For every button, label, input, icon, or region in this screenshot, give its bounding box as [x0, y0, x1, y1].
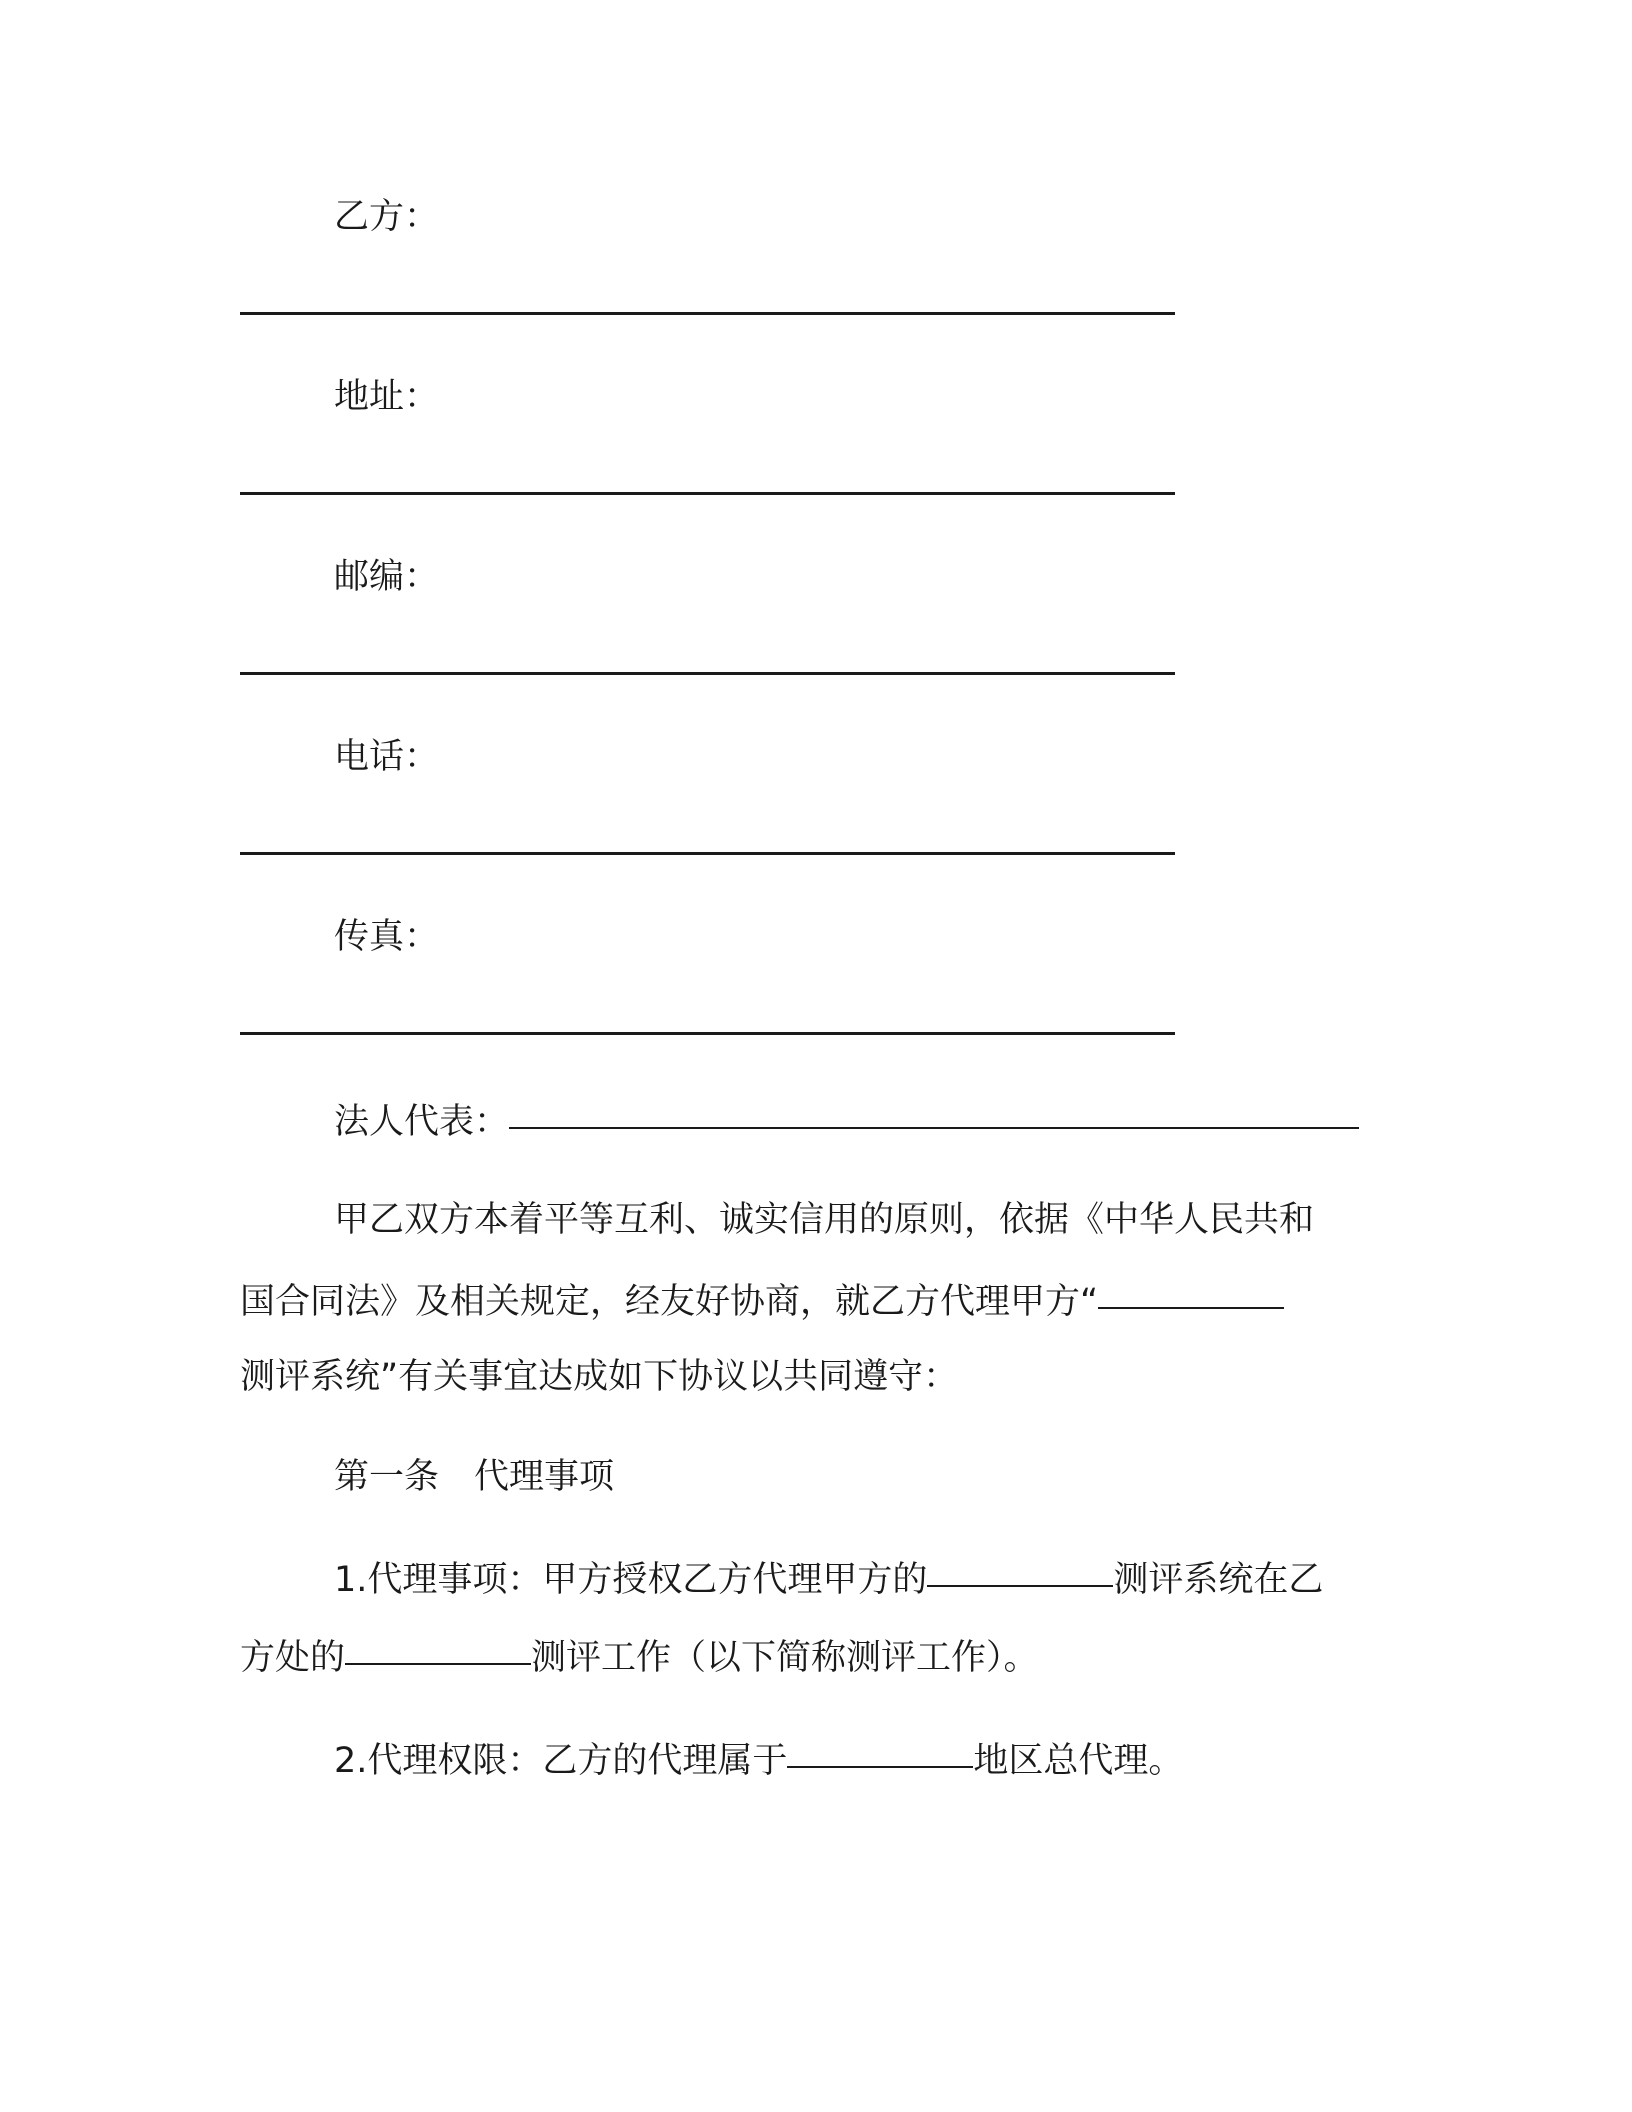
item-1-text-d: 测评工作（以下简称测评工作）。	[531, 1638, 1039, 1678]
intro-line-2	[240, 1280, 1284, 1324]
address-blank-line	[240, 492, 1175, 495]
intro-line-3: 测评系统”有关事宜达成如下协议以共同遵守：	[240, 1357, 959, 1397]
article-1-heading: 第一条 代理事项	[334, 1457, 615, 1497]
item-2-text-a: 2.代理权限：乙方的代理属于	[334, 1741, 788, 1781]
address-label: 地址：	[334, 377, 440, 417]
article-1-item-1-line-1	[334, 1558, 1323, 1602]
fax-label: 传真：	[334, 917, 440, 957]
system-name-blank-line	[1098, 1307, 1284, 1309]
legal-rep-row	[334, 1100, 1359, 1144]
item-1-text-c: 方处的	[240, 1638, 346, 1678]
article-1-item-2	[334, 1739, 1183, 1783]
item-2-blank-line	[787, 1766, 973, 1768]
item-1-blank-line-1	[927, 1585, 1113, 1587]
party-b-blank-line	[240, 312, 1175, 315]
postcode-blank-line	[240, 672, 1175, 675]
phone-label: 电话：	[334, 737, 440, 777]
item-1-text-a: 1.代理事项：甲方授权乙方代理甲方的	[334, 1560, 928, 1600]
phone-blank-line	[240, 852, 1175, 855]
intro-line-1: 甲乙双方本着平等互利、诚实信用的原则，依据《中华人民共和	[334, 1200, 1315, 1240]
postcode-label: 邮编：	[334, 557, 440, 597]
intro-line-2-text: 国合同法》及相关规定，经友好协商，就乙方代理甲方“	[240, 1282, 1099, 1322]
article-1-item-1-line-2	[240, 1636, 1039, 1680]
legal-rep-blank-line	[509, 1127, 1359, 1129]
item-1-blank-line-2	[345, 1663, 531, 1665]
item-2-text-b: 地区总代理。	[973, 1741, 1184, 1781]
party-b-label: 乙方：	[334, 197, 440, 237]
fax-blank-line	[240, 1032, 1175, 1035]
legal-rep-label: 法人代表：	[334, 1102, 510, 1142]
item-1-text-b: 测评系统在乙	[1113, 1560, 1324, 1600]
